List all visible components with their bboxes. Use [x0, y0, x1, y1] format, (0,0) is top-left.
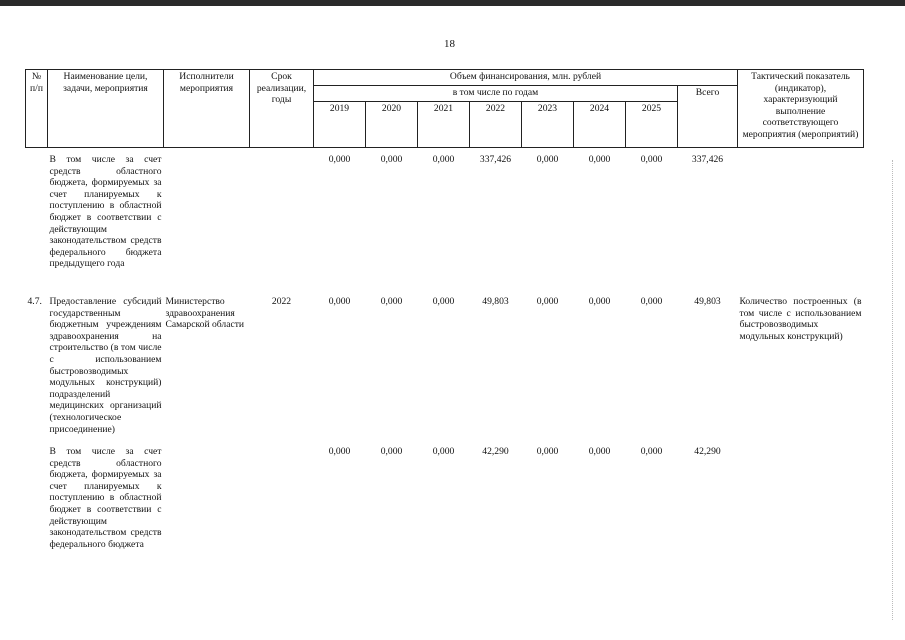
row-value: 0,000: [640, 446, 663, 457]
row-total: 49,803: [694, 296, 721, 307]
row-value: 0,000: [328, 154, 351, 165]
header-year: 2019: [314, 102, 366, 148]
scan-top-border: [0, 0, 905, 6]
row-executor: [164, 150, 250, 292]
row-value: 0,000: [536, 296, 559, 307]
row-num: [26, 150, 48, 292]
row-name: Предоставление субсидий государственным бюджетным учреждениям здравоохранения на строительство (в том числе с использованием быстровозводимых модульных конструкций) подразделений медицинских организаций (технологическое присоединение): [49, 296, 162, 435]
header-year: 2023: [522, 102, 574, 148]
header-year: 2025: [626, 102, 678, 148]
table-header: [26, 70, 864, 148]
row-value: 0,000: [432, 154, 455, 165]
row-value: 0,000: [588, 296, 611, 307]
header-total: Всего: [678, 86, 738, 148]
row-term: 2022: [271, 296, 292, 307]
row-term: [250, 442, 314, 574]
row-value: 0,000: [536, 446, 559, 457]
row-value: 0,000: [640, 296, 663, 307]
row-value: 0,000: [588, 446, 611, 457]
header-by-years: в том числе по годам: [314, 86, 678, 102]
row-value: 0,000: [640, 154, 663, 165]
header-year: 2024: [574, 102, 626, 148]
row-value: 0,000: [328, 446, 351, 457]
table-row: [26, 150, 864, 292]
row-total: 337,426: [691, 154, 724, 165]
header-year: 2021: [418, 102, 470, 148]
row-value: 0,000: [588, 154, 611, 165]
row-value: 0,000: [432, 296, 455, 307]
header-executors: Исполнители мероприятия: [164, 70, 250, 148]
row-indicator: [738, 442, 864, 574]
table-row: [26, 442, 864, 574]
header-num: № п/п: [26, 70, 48, 148]
row-value: 0,000: [432, 446, 455, 457]
header-indicator: Тактический показатель (индикатор), характеризующий выполнение соответствующего мероприятия (мероприятий): [738, 70, 864, 148]
row-value: 0,000: [328, 296, 351, 307]
row-executor: [164, 442, 250, 574]
header-term: Срок реализации, годы: [250, 70, 314, 148]
header-financing: Объем финансирования, млн. рублей: [314, 70, 738, 86]
row-executor: Министерство здравоохранения Самарской области: [165, 296, 245, 331]
page-number: 18: [444, 38, 455, 50]
row-term: [250, 150, 314, 292]
row-value: 49,803: [482, 296, 509, 307]
row-indicator: Количество построенных (в том числе с использованием быстровозводимых модульных конструкций): [739, 296, 862, 342]
row-value: 0,000: [536, 154, 559, 165]
header-name: Наименование цели, задачи, мероприятия: [48, 70, 164, 148]
row-value: 0,000: [380, 154, 403, 165]
row-indicator: [738, 150, 864, 292]
table-row: [26, 292, 864, 442]
row-value: 0,000: [380, 446, 403, 457]
row-value: 337,426: [479, 154, 512, 165]
row-name: В том числе за счет средств областного бюджета, формируемых за счет планируемых к поступлению в областной бюджет в соответствии с действующим законодательством средств федерального бюджета: [49, 446, 162, 550]
header-year: 2022: [470, 102, 522, 148]
row-num: [26, 442, 48, 574]
scan-margin-artifact: [886, 160, 893, 620]
row-num: 4.7.: [27, 296, 42, 307]
row-value: 42,290: [482, 446, 509, 457]
header-year: 2020: [366, 102, 418, 148]
financing-table: [25, 69, 864, 574]
row-name: В том числе за счет средств областного бюджета, формируемых за счет планируемых к поступлению в областной бюджет в соответствии с действующим законодательством средств федерального бюджета предыдущего года: [49, 154, 162, 270]
row-total: 42,290: [694, 446, 721, 457]
row-value: 0,000: [380, 296, 403, 307]
